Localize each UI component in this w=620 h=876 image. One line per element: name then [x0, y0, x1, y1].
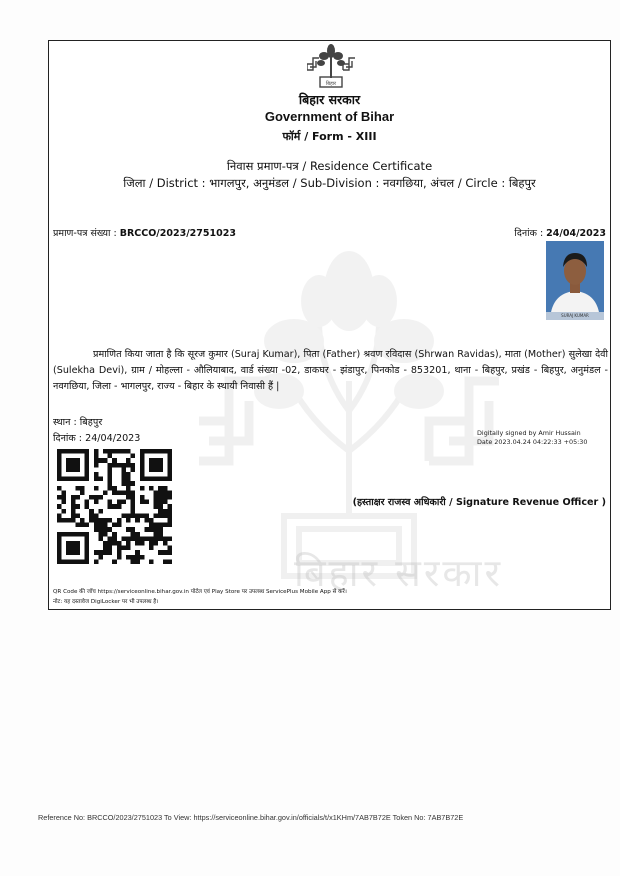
digital-signature: Digitally signed by Amir Hussain Date 2023.04.24 04:22:33 +05:30 — [477, 429, 588, 446]
photo-caption: SURAJ KUMAR — [546, 312, 604, 320]
certificate-body-text: प्रमाणित किया जाता है कि सूरज कुमार (Suraj Kumar), पिता (Father) श्रवण रविदास (Shrwan Ravidas), माता (Mother) सुलेखा देवी (Sulekha Devi), ग्राम / मोहल्ला - औलियाबाद, वार्ड संख्या -02, डाकघर - झंडापुर, पिनकोड - 853201, थाना - बिहपुर, प्रखंड - बिहपुर, अनुमंडल - नवगछिया, जिला - भागलपुर, राज्य - बिहार के स्थायी निवासी हैं | — [53, 349, 608, 392]
bihar-emblem-icon — [307, 43, 355, 89]
reference-line: Reference No: BRCCO/2023/2751023 To View: https://serviceonline.bihar.gov.in/officials/t/x1KHm/7AB7B72E Token No: 7AB7B72E — [38, 813, 464, 822]
applicant-photo — [546, 241, 604, 319]
certificate-type: निवास प्रमाण-पत्र / Residence Certificate — [226, 159, 433, 173]
english-title: Government of Bihar — [264, 109, 395, 124]
location-line: जिला / District : भागलपुर, अनुमंडल / Sub-Division : नवगछिया, अंचल / Circle : बिहपुर — [123, 176, 536, 190]
form-number: फॉर्म / Form - XIII — [282, 130, 377, 143]
issue-date: दिनांक : 24/04/2023 — [53, 433, 141, 444]
signature-officer-label: (हस्ताक्षर राजस्व अधिकारी / Signature Revenue Officer ) — [352, 497, 606, 508]
verification-qr-code — [57, 449, 172, 564]
certificate-number: प्रमाण-पत्र संख्या : BRCCO/2023/2751023 — [53, 228, 236, 239]
digilocker-note: नोट: यह दस्तावेज DigiLocker पर भी उपलब्ध है। — [53, 599, 159, 605]
emblem-label: बिहार — [325, 81, 337, 87]
watermark-text: बिहार सरकार — [294, 551, 503, 595]
certificate-date: दिनांक : 24/04/2023 — [514, 228, 606, 239]
place-of-issue: स्थान : बिहपुर — [53, 417, 103, 428]
qr-verification-note: QR Code की जाँच https://serviceonline.bihar.gov.in पोर्टल एवं Play Store पर उपलब्ध ServicePlus Mobile App से करें। — [53, 589, 347, 595]
hindi-title: बिहार सरकार — [298, 92, 361, 107]
person-photo-icon — [546, 241, 604, 319]
certificate-frame — [48, 40, 611, 610]
